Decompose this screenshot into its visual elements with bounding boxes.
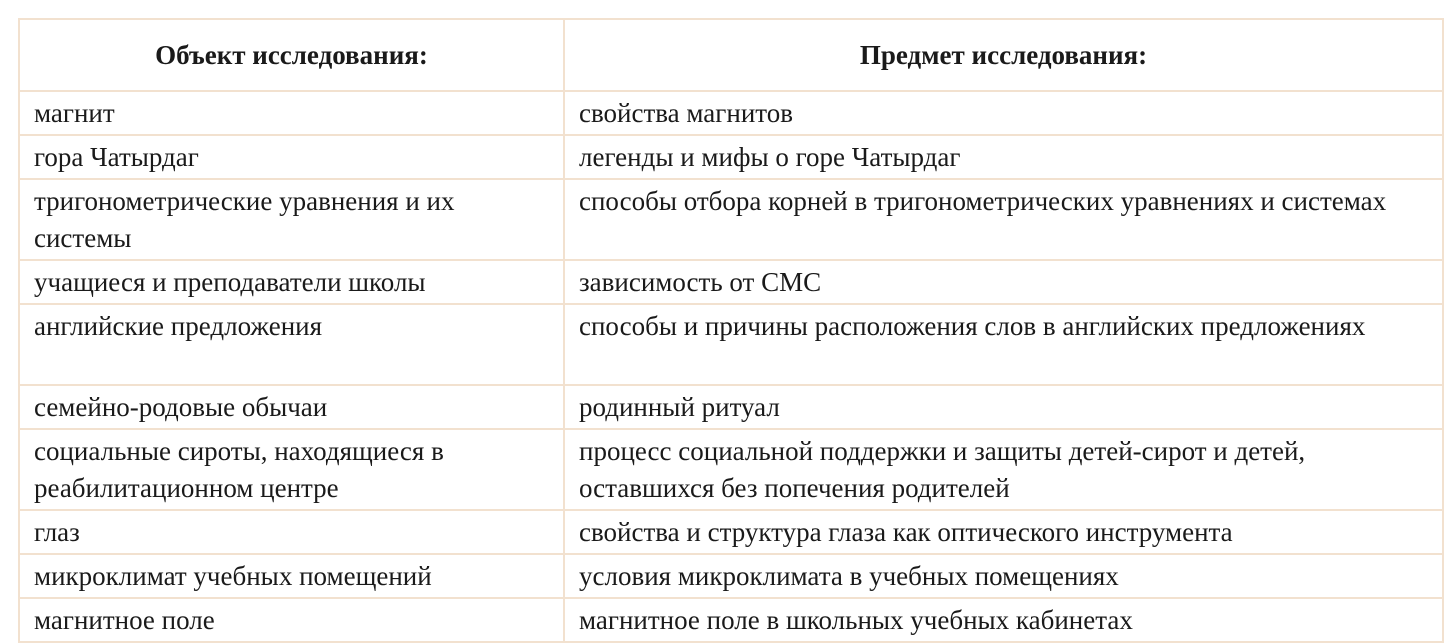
cell-object: социальные сироты, находящиеся в реабилитационном центре: [19, 429, 564, 510]
cell-object: глаз: [19, 510, 564, 554]
cell-subject: условия микроклимата в учебных помещениях: [564, 554, 1443, 598]
cell-subject: зависимость от СМС: [564, 260, 1443, 304]
table-row: [19, 179, 1443, 260]
table-row: [19, 554, 1443, 598]
cell-subject: способы отбора корней в тригонометрических уравнениях и системах: [564, 179, 1443, 260]
cell-object: микроклимат учебных помещений: [19, 554, 564, 598]
cell-object: семейно-родовые обычаи: [19, 385, 564, 429]
table-row: [19, 135, 1443, 179]
header-object: Объект исследования:: [19, 19, 564, 91]
header-subject: Предмет исследования:: [564, 19, 1443, 91]
table-row: [19, 91, 1443, 135]
table-row: [19, 429, 1443, 510]
cell-subject: процесс социальной поддержки и защиты детей-сирот и детей, оставшихся без попечения родителей: [564, 429, 1443, 510]
cell-subject: способы и причины расположения слов в английских предложениях: [564, 304, 1443, 385]
cell-object: тригонометрические уравнения и их системы: [19, 179, 564, 260]
cell-object: английские предложения: [19, 304, 564, 385]
table-row: [19, 304, 1443, 385]
cell-subject: легенды и мифы о горе Чатырдаг: [564, 135, 1443, 179]
cell-subject: свойства магнитов: [564, 91, 1443, 135]
cell-object: магнит: [19, 91, 564, 135]
cell-subject: магнитное поле в школьных учебных кабинетах: [564, 598, 1443, 642]
table-row: [19, 598, 1443, 642]
cell-subject: свойства и структура глаза как оптического инструмента: [564, 510, 1443, 554]
cell-object: гора Чатырдаг: [19, 135, 564, 179]
table-row: [19, 385, 1443, 429]
research-table-container: [18, 18, 1442, 643]
cell-subject: родинный ритуал: [564, 385, 1443, 429]
cell-object: магнитное поле: [19, 598, 564, 642]
research-table: [18, 18, 1444, 643]
cell-object: учащиеся и преподаватели школы: [19, 260, 564, 304]
table-row: [19, 260, 1443, 304]
table-row: [19, 510, 1443, 554]
table-header-row: [19, 19, 1443, 91]
